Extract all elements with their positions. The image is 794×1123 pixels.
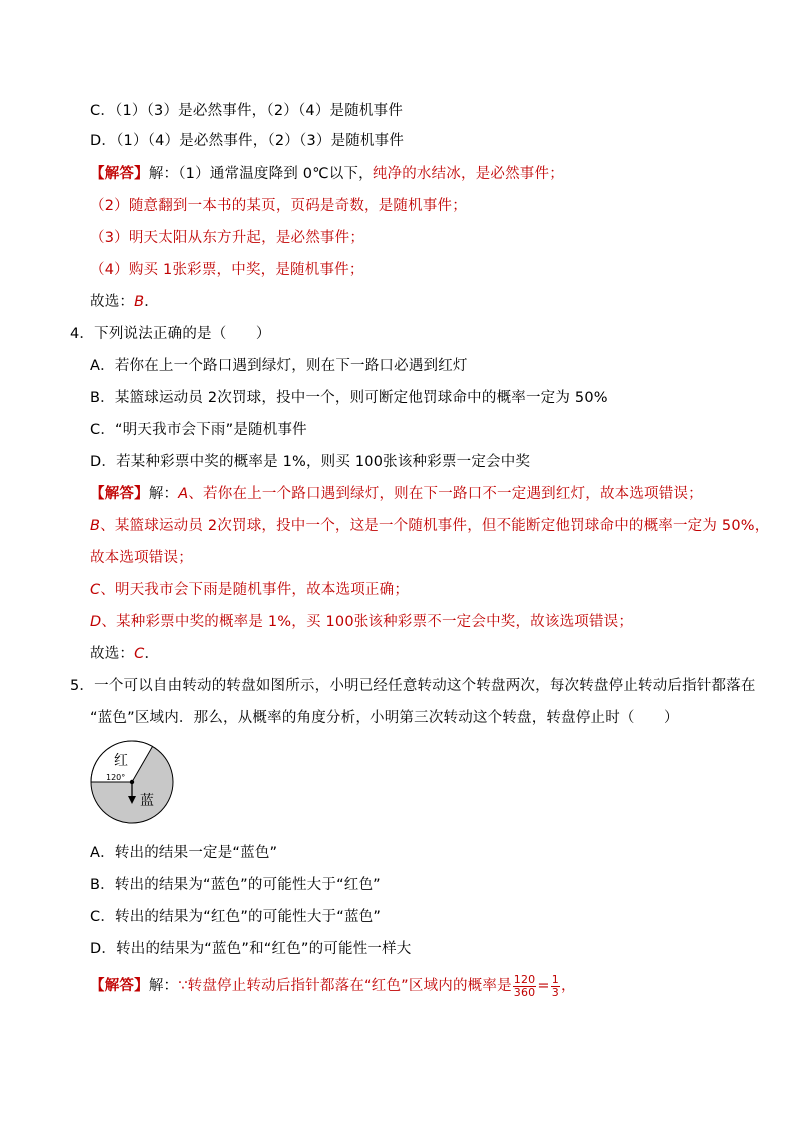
option-c-prev: C．（1）（3）是必然事件，（2）（4）是随机事件 xyxy=(90,103,404,119)
answer-jie: 解： xyxy=(148,486,179,502)
q4-option-b: B．某篮球运动员 2次罚球，投中一个，则可断定他罚球命中的概率一定为 50% xyxy=(90,390,608,406)
spinner-figure xyxy=(90,740,180,830)
q4-answer-line-c xyxy=(90,580,409,600)
answer-letter-d: D xyxy=(90,614,102,630)
q5-stem-line1: 5．一个可以自由转动的转盘如图所示，小明已经任意转动这个转盘两次，每次转盘停止转动后指针都落在 xyxy=(70,678,756,694)
answer-jie: 解： xyxy=(148,166,179,182)
blue-label: 蓝 xyxy=(140,793,154,809)
angle-label: 120° xyxy=(106,773,126,782)
q4-option-d: D．若某种彩票中奖的概率是 1%，则买 100张该种彩票一定会中奖 xyxy=(90,454,531,470)
conclusion-suffix: ． xyxy=(144,294,159,310)
q4-option-c: C．“明天我市会下雨”是随机事件 xyxy=(90,422,307,438)
q5-answer-line xyxy=(90,972,576,1000)
fraction-numerator: 1 xyxy=(551,972,559,986)
q3-answer-line4: （4）购买 1张彩票，中奖，是随机事件； xyxy=(90,262,364,278)
q5-option-a: A．转出的结果一定是“蓝色” xyxy=(90,845,278,861)
fraction-120-360 xyxy=(513,974,537,999)
q5-stem-line2: “蓝色”区域内．那么，从概率的角度分析，小明第三次转动这个转盘，转盘停止时（ ） xyxy=(90,710,679,726)
q5-option-c: C．转出的结果为“红色”的可能性大于“蓝色” xyxy=(90,909,382,925)
q4-answer-line-b xyxy=(90,516,769,536)
conclusion-choice: C xyxy=(134,646,145,662)
fraction-denominator: 3 xyxy=(551,985,559,999)
answer-tag: 【解答】 xyxy=(90,978,149,994)
q4-answer-line-a xyxy=(90,484,703,504)
answer-text-red: 纯净的水结冰，是必然事件； xyxy=(372,166,564,182)
conclusion-prefix: 故选： xyxy=(90,294,135,310)
q5-option-d: D．转出的结果为“蓝色”和“红色”的可能性一样大 xyxy=(90,941,412,957)
answer-tag: 【解答】 xyxy=(90,486,149,502)
answer-text: ∵转盘停止转动后指针都落在“红色”区域内的概率是 xyxy=(178,978,512,994)
q3-answer-line2: （2）随意翻到一本书的某页，页码是奇数，是随机事件； xyxy=(90,198,467,214)
q4-conclusion xyxy=(90,644,159,664)
conclusion-choice: B xyxy=(134,294,145,310)
q4-answer-line-b2: 故本选项错误； xyxy=(90,550,193,566)
q3-conclusion xyxy=(90,292,159,312)
answer-letter-b: B xyxy=(90,518,101,534)
fraction-1-3 xyxy=(551,974,560,999)
q4-answer-line-d xyxy=(90,612,633,632)
q3-answer-line3: （3）明天太阳从东方升起，是必然事件； xyxy=(90,230,365,246)
answer-text-a: 、若你在上一个路口遇到绿灯，则在下一路口不一定遇到红灯，故本选项错误； xyxy=(188,486,703,502)
answer-end: ， xyxy=(560,978,576,994)
answer-tag: 【解答】 xyxy=(90,166,149,182)
fraction-numerator: 120 xyxy=(513,972,536,986)
conclusion-suffix: ． xyxy=(144,646,160,662)
conclusion-prefix: 故选： xyxy=(90,646,135,662)
answer-letter-c: C xyxy=(90,582,101,598)
equals-sign: = xyxy=(537,978,550,994)
answer-text-d: 、某种彩票中奖的概率是 1%，买 100张该种彩票不一定会中奖，故该选项错误； xyxy=(101,614,634,630)
red-label: 红 xyxy=(114,753,128,769)
q5-option-b: B．转出的结果为“蓝色”的可能性大于“红色” xyxy=(90,877,381,893)
answer-letter-a: A xyxy=(178,486,189,502)
q4-stem: 4．下列说法正确的是（ ） xyxy=(70,326,271,342)
option-d-prev: D．（1）（4）是必然事件，（2）（3）是随机事件 xyxy=(90,133,405,149)
pointer-pivot xyxy=(130,780,134,784)
q4-option-a: A．若你在上一个路口遇到绿灯，则在下一路口必遇到红灯 xyxy=(90,358,468,374)
answer-text-c: 、明天我市会下雨是随机事件，故本选项正确； xyxy=(100,582,410,598)
answer-text-b: 、某篮球运动员 2次罚球，投中一个，这是一个随机事件，但不能断定他罚球命中的概率一定为 50%， xyxy=(100,518,770,534)
answer-jie: 解： xyxy=(148,978,179,994)
q3-answer-line1 xyxy=(90,164,564,184)
answer-text-black: （1）通常温度降到 0℃以下， xyxy=(178,166,373,182)
fraction-denominator: 360 xyxy=(513,985,536,999)
